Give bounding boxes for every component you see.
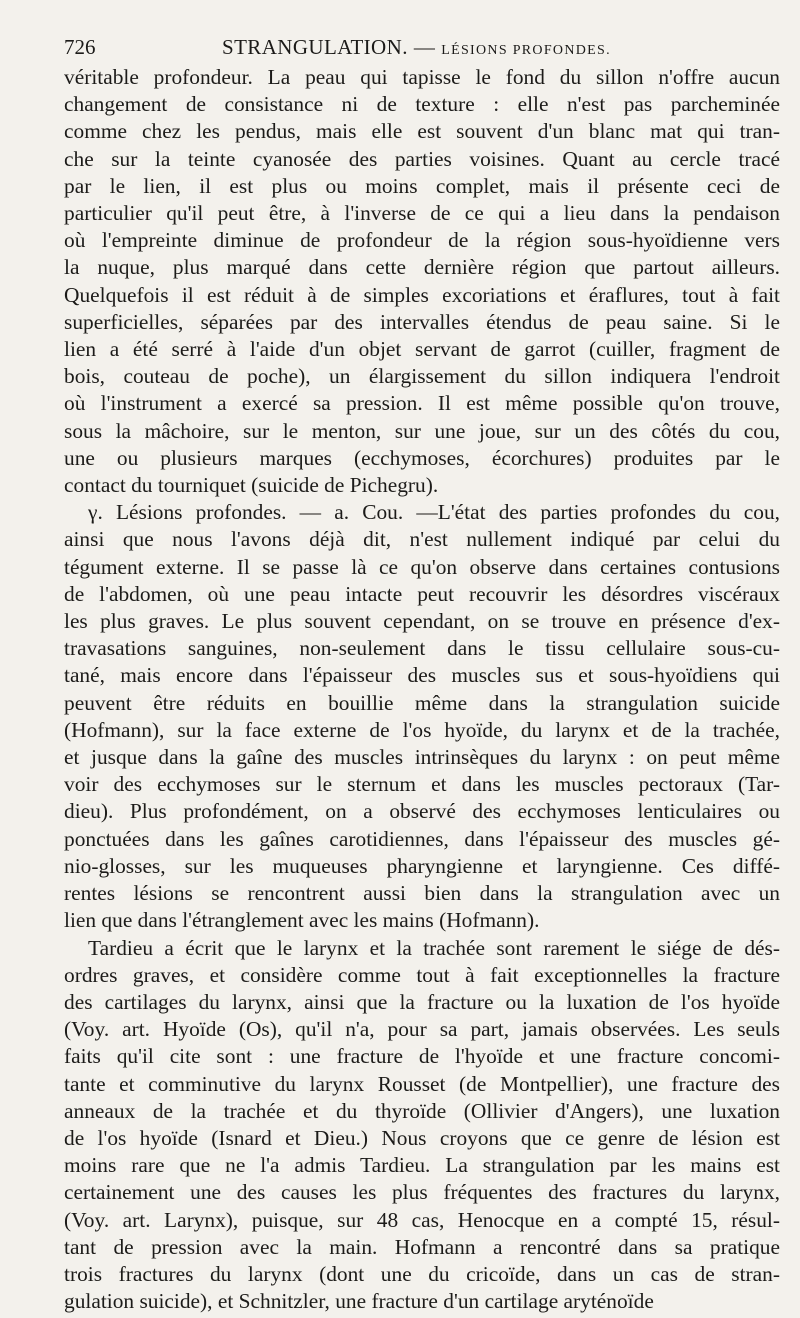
text-line: bois, couteau de poche), un élargissement du sillon indiquera l'endroit	[64, 364, 780, 389]
text-line: où l'instrument a exercé sa pression. Il est même possible qu'on trouve,	[64, 391, 780, 416]
text-line: tané, mais encore dans l'épaisseur des muscles sus et sous-hyoïdiens qui	[64, 663, 780, 688]
text-line: de l'abdomen, où une peau intacte peut recouvrir les désordres viscéraux	[64, 581, 780, 606]
text-line: trois fractures du larynx (dont une du cricoïde, dans un cas de stran-	[64, 1261, 780, 1286]
text-line: voir des ecchymoses sur le sternum et dans les muscles pectoraux (Tar-	[64, 772, 780, 797]
text-line: certainement une des causes les plus fréquentes des fractures du larynx,	[64, 1180, 780, 1205]
text-line: et jusque dans la gaîne des muscles intrinsèques du larynx : on peut même	[64, 745, 780, 770]
text-line: sous la mâchoire, sur le menton, sur une joue, sur un des côtés du cou,	[64, 418, 780, 443]
text-line: où l'empreinte diminue de profondeur de la région sous-hyoïdienne vers	[64, 228, 780, 253]
text-line: les plus graves. Le plus souvent cependant, on se trouve en présence d'ex-	[64, 609, 780, 634]
text-line: rentes lésions se rencontrent aussi bien dans la strangulation avec un	[64, 881, 780, 906]
paragraph	[64, 499, 780, 934]
text-line: anneaux de la trachée et du thyroïde (Ollivier d'Angers), une luxation	[64, 1098, 780, 1123]
text-line: de l'os hyoïde (Isnard et Dieu.) Nous croyons que ce genre de lésion est	[64, 1125, 780, 1150]
text-line: γ. Lésions profondes. — a. Cou. —L'état des parties profondes du cou,	[88, 500, 780, 525]
text-line: tant de pression avec la main. Hofmann a rencontré dans sa pratique	[64, 1234, 780, 1259]
chapter-title: STRANGULATION.	[222, 35, 408, 59]
text-line: ainsi que nous l'avons déjà dit, n'est nullement indiqué par celui du	[64, 527, 780, 552]
paragraph	[64, 64, 780, 499]
running-title	[222, 30, 611, 68]
section-subtitle: LÉSIONS PROFONDES.	[441, 43, 611, 58]
text-line: véritable profondeur. La peau qui tapisse le fond du sillon n'offre aucun	[64, 65, 780, 89]
running-header	[64, 30, 780, 64]
body-text	[64, 64, 780, 1315]
text-line: particulier qu'il peut être, à l'inverse de ce qui a lieu dans la pendaison	[64, 201, 780, 226]
text-line: dieu). Plus profondément, on a observé des ecchymoses lenticulaires ou	[64, 799, 780, 824]
text-line: changement de consistance ni de texture : elle n'est pas parcheminée	[64, 92, 780, 117]
text-line: travasations sanguines, non-seulement dans le tissu cellulaire sous-cu-	[64, 636, 780, 661]
text-line: nio-glosses, sur les muqueuses pharyngienne et laryngienne. Ces diffé-	[64, 853, 780, 878]
text-line: ordres graves, et considère comme tout à fait exceptionnelles la fracture	[64, 962, 780, 987]
text-line: faits qu'il cite sont : une fracture de l'hyoïde et une fracture concomi-	[64, 1044, 780, 1069]
text-line: che sur la teinte cyanosée des parties voisines. Quant au cercle tracé	[64, 146, 780, 171]
page-number: 726	[64, 35, 96, 59]
text-line: contact du tourniquet (suicide de Pichegru).	[64, 473, 439, 498]
text-line: peuvent être réduits en bouillie même dans la strangulation suicide	[64, 690, 780, 715]
text-line: des cartilages du larynx, ainsi que la fracture ou la luxation de l'os hyoïde	[64, 989, 780, 1014]
text-line: une ou plusieurs marques (ecchymoses, écorchures) produites par le	[64, 445, 780, 470]
text-line: tante et comminutive du larynx Rousset (de Montpellier), une fracture des	[64, 1071, 780, 1096]
text-line: par le lien, il est plus ou moins complet, mais il présente ceci de	[64, 173, 780, 198]
paragraph	[64, 935, 780, 1316]
text-line: superficielles, séparées par des intervalles étendus de peau saine. Si le	[64, 309, 780, 334]
text-line: la nuque, plus marqué dans cette dernière région que partout ailleurs.	[64, 255, 780, 280]
text-line: (Voy. art. Larynx), puisque, sur 48 cas, Henocque en a compté 15, résul-	[64, 1207, 780, 1232]
title-dash: —	[413, 35, 436, 59]
text-line: tégument externe. Il se passe là ce qu'on observe dans certaines contusions	[64, 554, 780, 579]
text-line: lien que dans l'étranglement avec les mains (Hofmann).	[64, 908, 540, 933]
text-line: (Hofmann), sur la face externe de l'os hyoïde, du larynx et de la trachée,	[64, 717, 780, 742]
text-line: ponctuées dans les gaînes carotidiennes, dans l'épaisseur des muscles gé-	[64, 826, 780, 851]
text-line: gulation suicide), et Schnitzler, une fracture d'un cartilage aryténoïde	[64, 1289, 654, 1314]
text-line: Quelquefois il est réduit à de simples excoriations et éraflures, tout à fait	[64, 282, 780, 307]
text-line: (Voy. art. Hyoïde (Os), qu'il n'a, pour sa part, jamais observées. Les seuls	[64, 1017, 780, 1042]
text-line: comme chez les pendus, mais elle est souvent d'un blanc mat qui tran-	[64, 119, 780, 144]
text-line: lien a été serré à l'aide d'un objet servant de garrot (cuiller, fragment de	[64, 337, 780, 362]
text-line: moins rare que ne l'a admis Tardieu. La strangulation par les mains est	[64, 1153, 780, 1178]
text-line: Tardieu a écrit que le larynx et la trachée sont rarement le siége de dés-	[88, 935, 780, 960]
